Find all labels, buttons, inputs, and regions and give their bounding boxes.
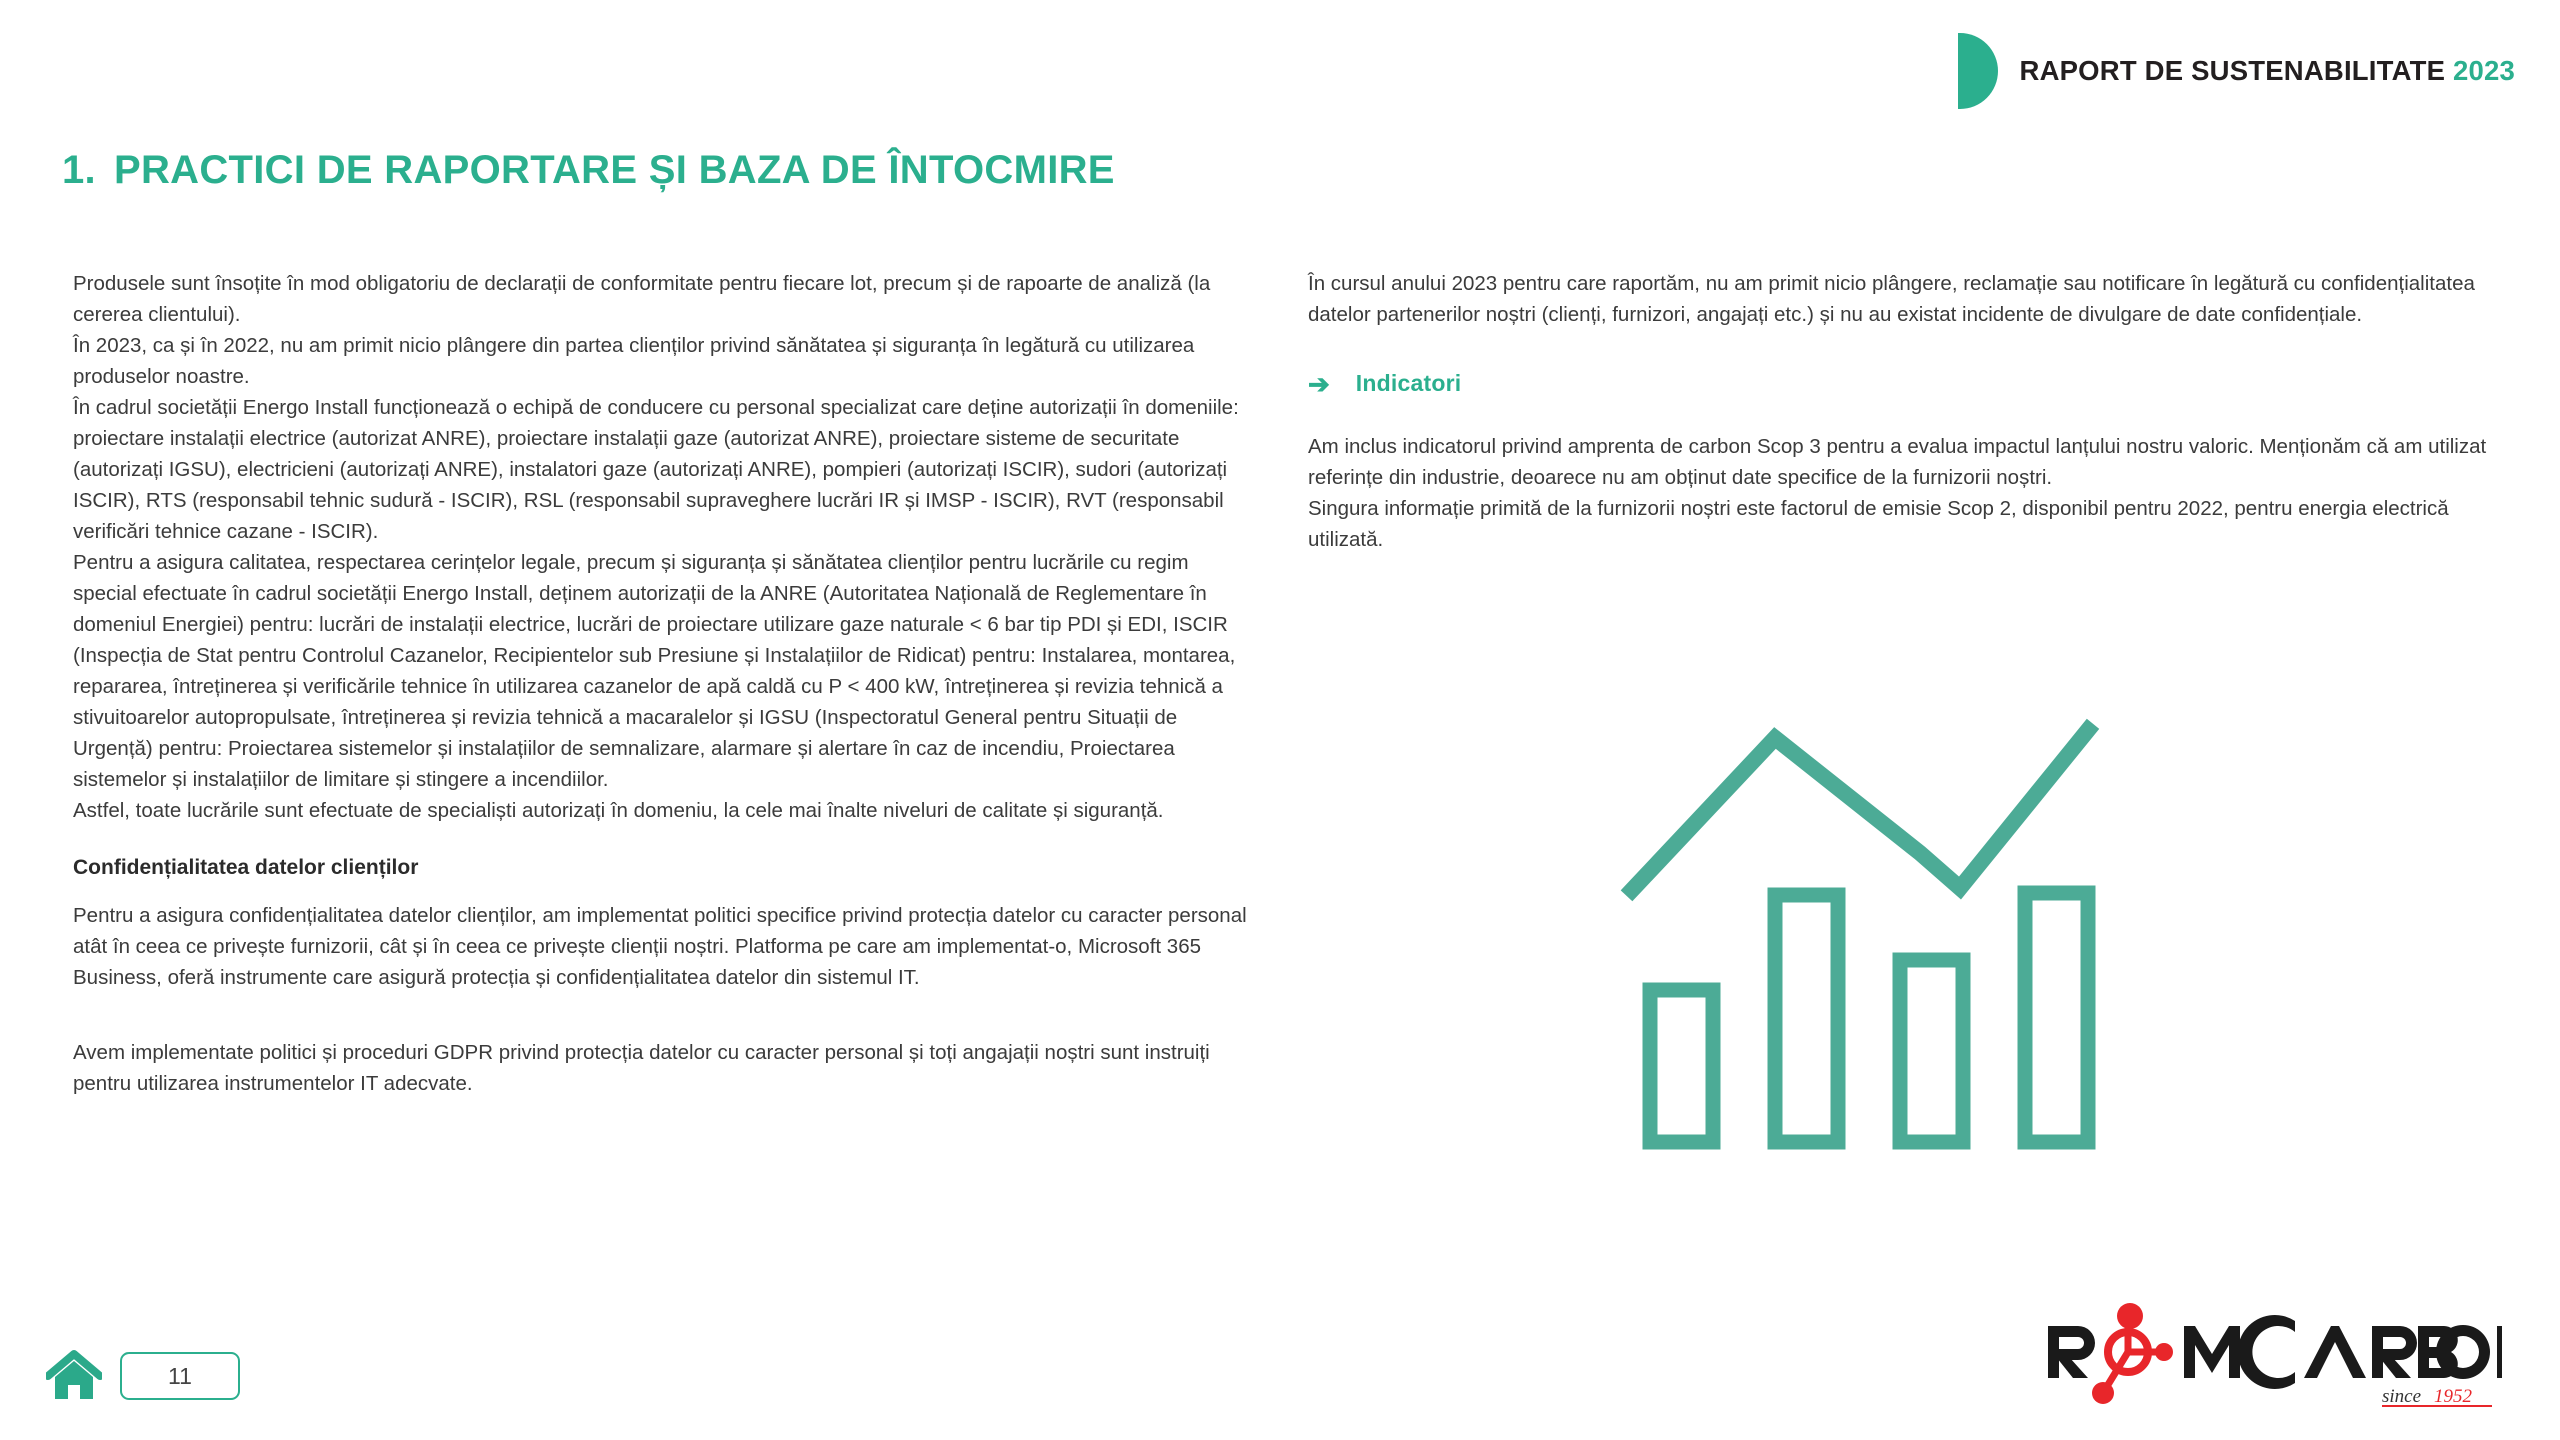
logo-molecule-mark <box>2092 1303 2173 1404</box>
right-text-column <box>1308 268 2513 555</box>
home-icon-svg <box>46 1350 102 1402</box>
section-number: 1. <box>62 148 96 192</box>
paragraph: Pentru a asigura calitatea, respectarea cerințelor legale, precum și siguranța și sănătatea clienților pentru lucrările cu regim special efectuate în cadrul societății Energo Install, deținem autorizații de la ANRE (Autoritatea Națională de Reglementare în domeniul Energiei) pentru: lucrări de instalații electrice, lucrări de proiectare utilizare gaze naturale < 6 bar tip PDI și EDI, ISCIR (Inspecția de Stat pentru Controlul Cazanelor, Recipientelor sub Presiune și Instalațiilor de Ridicat) pentru: Instalarea, montarea, repararea, întreținerea și verificările tehnice în utilizarea cazanelor de apă caldă cu P < 400 kW, întreținerea și revizia tehnică a stivuitoarelor autopropulsate, întreținerea și revizia tehnică a macaralelor și IGSU (Inspectoratul General pentru Situații de Urgență) pentru: Proiectarea sistemelor și instalațiilor de semnalizare, alarmare și alertare în caz de incendiu, Proiectarea sistemelor și instalațiilor de limitare și stingere a incendiilor. <box>73 551 1236 791</box>
arrow-right-icon: ➔ <box>1308 368 1330 399</box>
logo-tagline-year: 1952 <box>2434 1386 2472 1407</box>
logo-letter-C <box>2238 1315 2295 1389</box>
chart-bar <box>1775 895 1838 1142</box>
chart-bar <box>2025 893 2088 1142</box>
logo-letter-R <box>2048 1326 2095 1378</box>
home-icon[interactable] <box>46 1350 102 1402</box>
left-text-column <box>73 268 1258 1099</box>
paragraph: Singura informație primită de la furnizorii noștri este factorul de emisie Scop 2, disponibil pentru 2022, pentru energia electrică utilizată. <box>1308 497 2449 551</box>
chart-bar <box>1900 960 1963 1142</box>
header-title-text: RAPORT DE SUSTENABILITATE <box>2019 55 2446 86</box>
chart-illustration-svg <box>1610 690 2150 1160</box>
bar-chart-with-trendline-icon <box>1610 690 2150 1160</box>
logo-letter-M <box>2184 1326 2240 1378</box>
paragraph: Am inclus indicatorul privind amprenta de carbon Scop 3 pentru a evalua impactul lanțului nostru valoric. Menționăm că am utilizat referințe din industrie, deoarece nu am obținut date specifice de la furnizorii noștri. <box>1308 435 2487 489</box>
half-circle-mark-icon <box>1958 33 1998 109</box>
subheading-confidentiality: Confidențialitatea datelor clienților <box>73 856 419 879</box>
logo-letter-R2 <box>2372 1326 2417 1378</box>
page-number-badge <box>120 1352 240 1400</box>
chart-trendline <box>1632 730 2088 890</box>
paragraph: Avem implementate politici și proceduri GDPR privind protecția datelor cu caracter personal și toți angajații noștri sunt instruiți pentru utilizarea instrumentelor IT adecvate. <box>73 1041 1210 1095</box>
page-title <box>62 148 1115 193</box>
paragraph: Produsele sunt însoțite în mod obligatoriu de declarații de conformitate pentru fiecare lot, precum și de rapoarte de analiză (la cererea clientului). <box>73 272 1211 326</box>
header-title <box>2020 55 2515 87</box>
logo-tagline: since <box>2382 1386 2422 1407</box>
section-title-text: PRACTICI DE RAPORTARE ȘI BAZA DE ÎNTOCMIRE <box>114 148 1115 192</box>
paragraph: În cadrul societății Energo Install funcționează o echipă de conducere cu personal specializat care deține autorizații în domeniile: proiectare instalații electrice (autorizat ANRE), proiectare instalații gaze (autorizat ANRE), proiectare sisteme de securitate (autorizați IGSU), electricieni (autorizați ANRE), instalatori gaze (autorizați ANRE), pompieri (autorizați ISCIR), sudori (autorizați ISCIR), RTS (responsabil tehnic sudură - ISCIR), RSL (responsabil supraveghere lucrări IR și IMSP - ISCIR), RVT (responsabil verificări tehnice cazane - ISCIR). <box>73 396 1239 543</box>
romcarbon-logo <box>2042 1292 2502 1412</box>
indicators-heading-row <box>1308 370 2513 397</box>
logo-letter-O <box>2436 1325 2490 1379</box>
indicators-label: Indicatori <box>1355 370 1462 396</box>
page-number: 11 <box>168 1362 192 1389</box>
paragraph: În cursul anului 2023 pentru care raportăm, nu am primit nicio plângere, reclamație sau notificare în legătură cu confidențialitatea datelor partenerilor noștri (clienți, furnizori, angajați etc.) și nu au existat incidente de divulgare de date confidențiale. <box>1308 272 2475 326</box>
page-header <box>1958 33 2515 109</box>
paragraph: Pentru a asigura confidențialitatea datelor clienților, am implementat politici specifice privind protecția datelor cu caracter personal atât în ceea ce privește furnizorii, cât și în ceea ce privește clienții noștri. Platforma pe care am implementat-o, Microsoft 365 Business, oferă instrumente care asigură protecția și confidențialitatea datelor din sistemul IT. <box>73 904 1247 989</box>
logo-letter-A <box>2304 1326 2366 1378</box>
logo-letter-N <box>2497 1326 2502 1378</box>
header-year: 2023 <box>2453 55 2515 86</box>
chart-bar <box>1650 990 1713 1142</box>
paragraph: În 2023, ca și în 2022, nu am primit nicio plângere din partea clienților privind sănătatea și siguranța în legătură cu utilizarea produselor noastre. <box>73 334 1195 388</box>
paragraph: Astfel, toate lucrările sunt efectuate de specialiști autorizați în domeniu, la cele mai înalte niveluri de calitate și siguranță. <box>73 799 1164 822</box>
romcarbon-logo-svg <box>2042 1292 2502 1412</box>
